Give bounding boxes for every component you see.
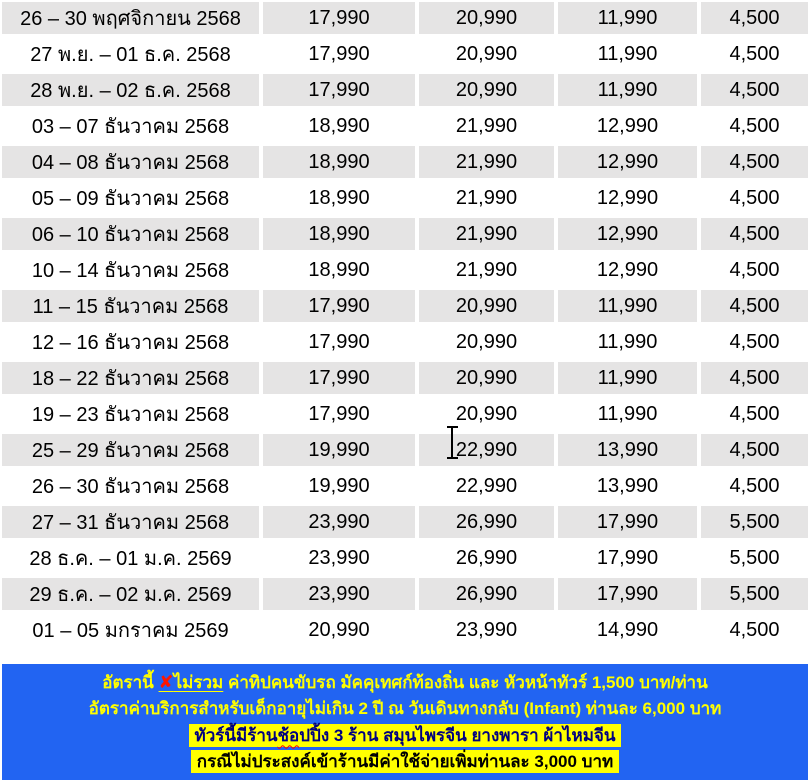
price-cell: 4,500: [699, 288, 810, 324]
price-cell: 4,500: [699, 324, 810, 360]
price-cell: 12,990: [556, 252, 699, 288]
shopping-text-1: ทัวร์นี้มีร้าน: [194, 725, 278, 745]
price-cell: 23,990: [261, 504, 417, 540]
price-cell: 18,990: [261, 180, 417, 216]
footer-line-optout: [191, 751, 619, 773]
price-cell: 17,990: [556, 504, 699, 540]
date-cell: 25 – 29 ธันวาคม 2568: [0, 432, 261, 468]
price-cell: 17,990: [261, 288, 417, 324]
price-cell: 17,990: [261, 36, 417, 72]
price-cell: 4,500: [699, 72, 810, 108]
date-cell: 19 – 23 ธันวาคม 2568: [0, 396, 261, 432]
price-cell: 20,990: [417, 360, 556, 396]
price-cell: 21,990: [417, 144, 556, 180]
date-cell: 11 – 15 ธันวาคม 2568: [0, 288, 261, 324]
date-cell: 18 – 22 ธันวาคม 2568: [0, 360, 261, 396]
table-row: [0, 360, 810, 396]
date-cell: 26 – 30 ธันวาคม 2568: [0, 468, 261, 504]
date-cell: 10 – 14 ธันวาคม 2568: [0, 252, 261, 288]
optout-highlight: กรณีไม่ประสงค์เข้าร้านมีค่าใช้จ่ายเพิ่มท่านละ 3,000 บาท: [191, 750, 619, 773]
footer-line-infant: อัตราค่าบริการสำหรับเด็กอายุไม่เกิน 2 ปี ณ วันเดินทางกลับ (Infant) ท่านละ 6,000 บาท: [88, 699, 722, 719]
price-cell: 22,990: [417, 432, 556, 468]
price-cell: 11,990: [556, 360, 699, 396]
table-row: [0, 180, 810, 216]
price-cell: 18,990: [261, 252, 417, 288]
table-row: [0, 72, 810, 108]
price-cell: 17,990: [261, 360, 417, 396]
price-cell: 14,990: [556, 612, 699, 648]
date-cell: 01 – 05 มกราคม 2569: [0, 612, 261, 648]
price-cell: 11,990: [556, 324, 699, 360]
price-cell: 17,990: [556, 540, 699, 576]
price-cell: 5,500: [699, 504, 810, 540]
price-cell: 4,500: [699, 0, 810, 36]
price-cell: 4,500: [699, 252, 810, 288]
price-cell: 20,990: [417, 396, 556, 432]
price-cell: 21,990: [417, 216, 556, 252]
price-cell: 17,990: [261, 0, 417, 36]
table-row: [0, 504, 810, 540]
price-cell: 18,990: [261, 108, 417, 144]
table-row: [0, 612, 810, 648]
price-cell: 12,990: [556, 144, 699, 180]
price-cell: 4,500: [699, 216, 810, 252]
price-cell: 20,990: [417, 72, 556, 108]
price-cell: 22,990: [417, 468, 556, 504]
price-cell: 17,990: [261, 72, 417, 108]
price-cell: 12,990: [556, 108, 699, 144]
price-cell: 19,990: [261, 468, 417, 504]
price-cell: 4,500: [699, 612, 810, 648]
table-row: [0, 144, 810, 180]
price-cell: 4,500: [699, 180, 810, 216]
footer-line-shopping: [189, 725, 622, 747]
date-cell: 26 – 30 พฤศจิกายน 2568: [0, 0, 261, 36]
price-cell: 21,990: [417, 180, 556, 216]
date-cell: 27 – 31 ธันวาคม 2568: [0, 504, 261, 540]
table-row: [0, 288, 810, 324]
price-cell: 13,990: [556, 432, 699, 468]
footer-line1-rest: ค่าทิปคนขับรถ มัคคุเทศก์ท้องถิ่น และ หัวหน้าทัวร์ 1,500 บาท/ท่าน: [223, 673, 708, 693]
table-row: [0, 396, 810, 432]
price-cell: 18,990: [261, 144, 417, 180]
date-cell: 27 พ.ย. – 01 ธ.ค. 2568: [0, 36, 261, 72]
table-row: [0, 576, 810, 612]
not-included-underlined: [159, 673, 224, 692]
price-cell: 4,500: [699, 144, 810, 180]
price-cell: 11,990: [556, 396, 699, 432]
footer-note: [2, 664, 808, 780]
price-cell: 4,500: [699, 36, 810, 72]
price-cell: 20,990: [417, 288, 556, 324]
price-cell: 12,990: [556, 216, 699, 252]
price-cell: 18,990: [261, 216, 417, 252]
not-included-label: ไม่รวม: [173, 673, 224, 693]
spellcheck-squiggle-text: ช้อ: [277, 725, 300, 745]
price-cell: 4,500: [699, 108, 810, 144]
price-cell: 4,500: [699, 432, 810, 468]
price-cell: 20,990: [417, 324, 556, 360]
table-row: [0, 216, 810, 252]
table-row: [0, 0, 810, 36]
price-cell: 4,500: [699, 468, 810, 504]
price-cell: 23,990: [417, 612, 556, 648]
price-cell: 11,990: [556, 36, 699, 72]
date-cell: 05 – 09 ธันวาคม 2568: [0, 180, 261, 216]
table-row: [0, 36, 810, 72]
shopping-highlight: [189, 724, 622, 747]
price-cell: 20,990: [417, 36, 556, 72]
price-cell: 20,990: [261, 612, 417, 648]
date-cell: 29 ธ.ค. – 02 ม.ค. 2569: [0, 576, 261, 612]
price-cell: 19,990: [261, 432, 417, 468]
date-cell: 28 ธ.ค. – 01 ม.ค. 2569: [0, 540, 261, 576]
price-cell: 17,990: [261, 396, 417, 432]
price-cell: 11,990: [556, 72, 699, 108]
price-cell: 23,990: [261, 540, 417, 576]
table-row: [0, 432, 810, 468]
price-cell: 26,990: [417, 576, 556, 612]
price-cell: 5,500: [699, 576, 810, 612]
x-mark-icon: ✘: [158, 672, 174, 693]
price-cell: 11,990: [556, 288, 699, 324]
shopping-text-2: ปปิ้ง 3 ร้าน สมุนไพรจีน ยางพารา ผ้าไหมจีน: [299, 725, 616, 745]
price-cell: 21,990: [417, 252, 556, 288]
price-cell: 4,500: [699, 360, 810, 396]
date-cell: 03 – 07 ธันวาคม 2568: [0, 108, 261, 144]
price-cell: 26,990: [417, 540, 556, 576]
date-cell: 28 พ.ย. – 02 ธ.ค. 2568: [0, 72, 261, 108]
table-row: [0, 108, 810, 144]
price-cell: 20,990: [417, 0, 556, 36]
price-cell: 21,990: [417, 108, 556, 144]
table-row: [0, 324, 810, 360]
price-cell: 13,990: [556, 468, 699, 504]
table-row: [0, 468, 810, 504]
price-cell: 12,990: [556, 180, 699, 216]
date-cell: 06 – 10 ธันวาคม 2568: [0, 216, 261, 252]
date-cell: 12 – 16 ธันวาคม 2568: [0, 324, 261, 360]
price-cell: 17,990: [261, 324, 417, 360]
footer-line-tips: [102, 671, 707, 694]
price-cell: 23,990: [261, 576, 417, 612]
date-cell: 04 – 08 ธันวาคม 2568: [0, 144, 261, 180]
footer-line1-prefix: อัตรานี้: [102, 673, 159, 693]
price-cell: 4,500: [699, 396, 810, 432]
price-cell: 17,990: [556, 576, 699, 612]
price-cell: 11,990: [556, 0, 699, 36]
price-cell: 5,500: [699, 540, 810, 576]
table-row: [0, 252, 810, 288]
table-row: [0, 540, 810, 576]
price-cell: 26,990: [417, 504, 556, 540]
